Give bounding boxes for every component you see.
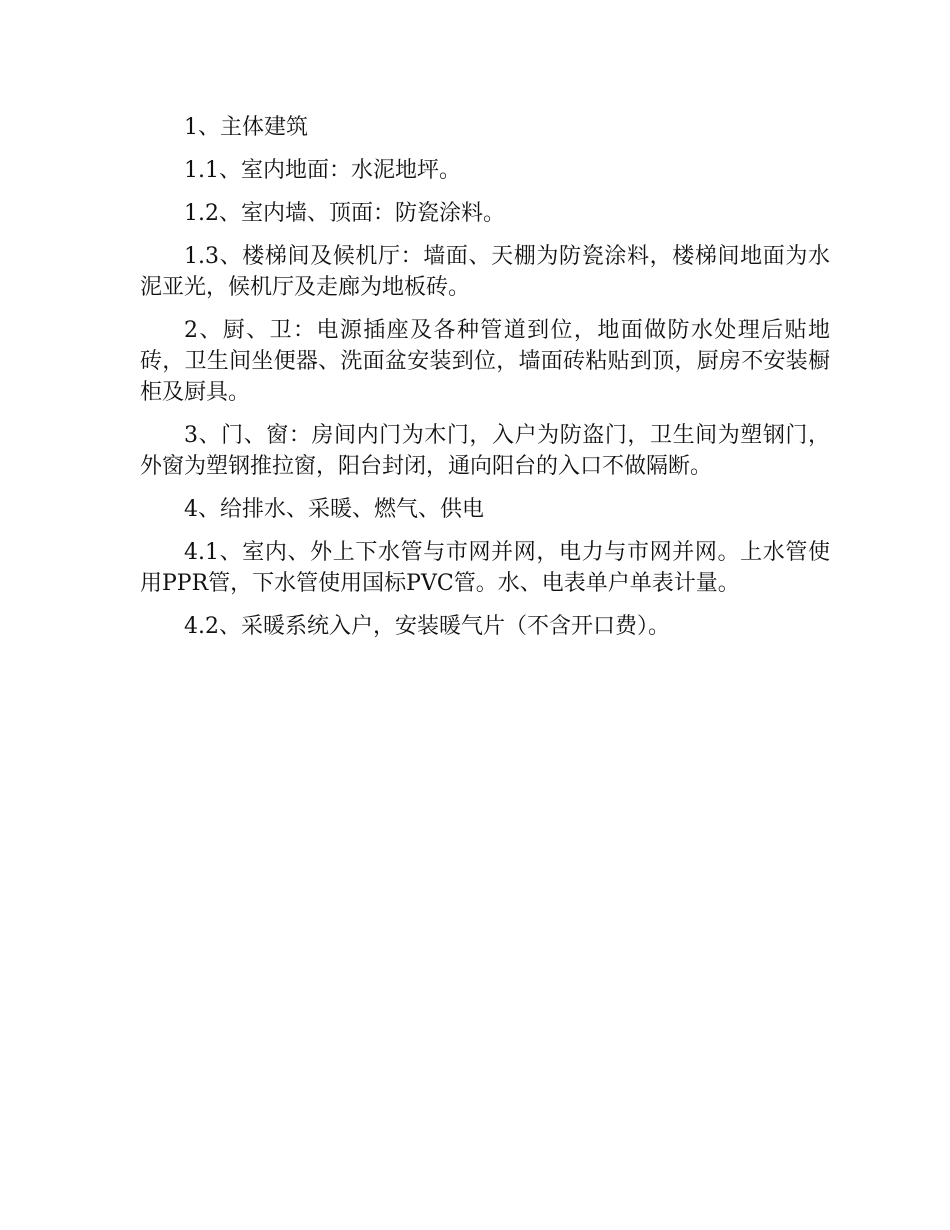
item-stairwell-hall: 1.3、楼梯间及候机厅：墙面、天棚为防瓷涂料，楼梯间地面为水泥亚光，候机厅及走廊为地板砖。 xyxy=(140,244,830,300)
item-kitchen-bathroom: 2、厨、卫：电源插座及各种管道到位，地面做防水处理后贴地砖，卫生间坐便器、洗面盆安装到位，墙面砖粘贴到顶，厨房不安装橱柜及厨具。 xyxy=(140,318,830,405)
document-body xyxy=(140,112,830,654)
item-indoor-floor: 1.1、室内地面：水泥地坪。 xyxy=(184,158,461,183)
heading-main-building: 1、主体建筑 xyxy=(184,115,308,140)
heading-utilities: 4、给排水、采暖、燃气、供电 xyxy=(184,497,484,522)
item-doors-windows: 3、门、窗：房间内门为木门，入户为防盗门，卫生间为塑钢门，外窗为塑钢推拉窗，阳台封闭，通向阳台的入口不做隔断。 xyxy=(140,423,830,479)
item-indoor-wall-ceiling: 1.2、室内墙、顶面：防瓷涂料。 xyxy=(184,201,505,226)
item-heating: 4.2、采暖系统入户，安装暖气片（不含开口费）。 xyxy=(184,614,670,639)
item-water-power: 4.1、室内、外上下水管与市网并网，电力与市网并网。上水管使用PPR管，下水管使用国标PVC管。水、电表单户单表计量。 xyxy=(140,540,830,596)
